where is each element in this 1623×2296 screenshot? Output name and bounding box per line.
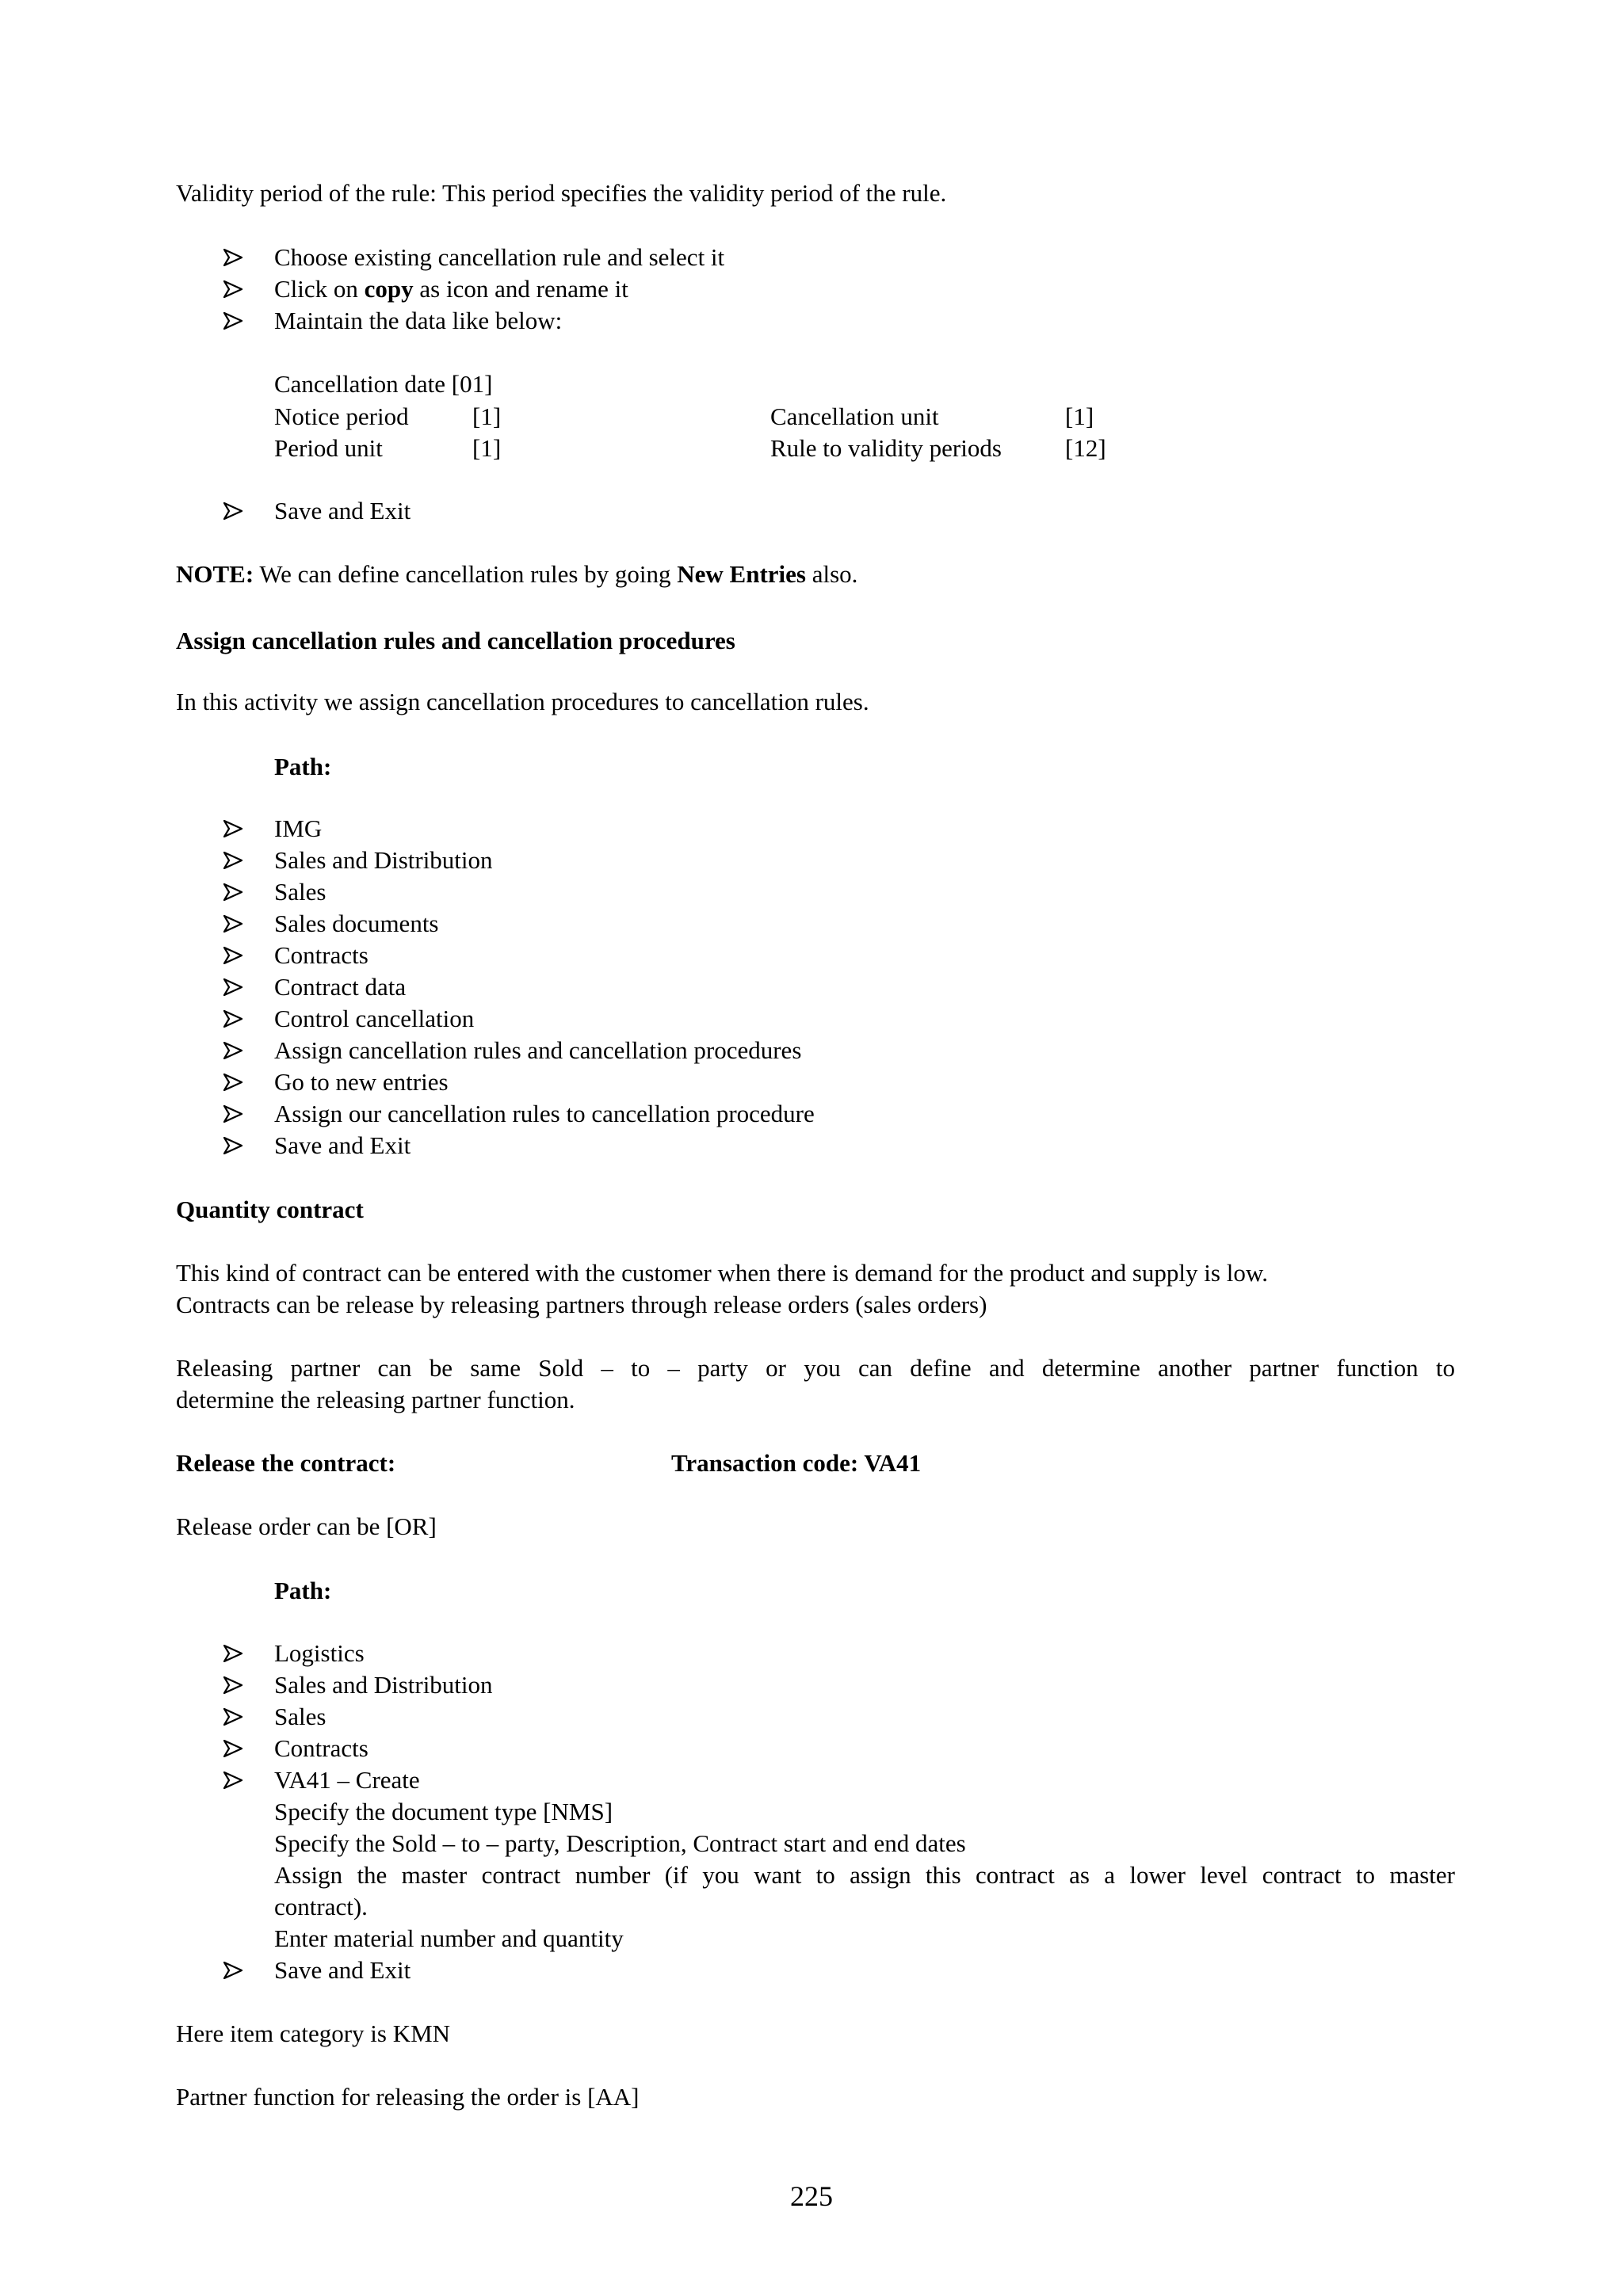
path-item: Go to new entries xyxy=(274,1068,449,1096)
arrow-bullet-icon xyxy=(223,495,247,527)
arrow-bullet-icon xyxy=(223,273,247,305)
arrow-bullet-icon xyxy=(223,242,247,273)
path-item: Sales and Distribution xyxy=(274,1671,493,1699)
path-item: Contract data xyxy=(274,973,407,1001)
quantity-para1-line2: Contracts can be release by releasing partners through release orders (sales orders) xyxy=(176,1291,987,1318)
release-contract-label: Release the contract: xyxy=(176,1449,396,1477)
arrow-bullet-icon xyxy=(223,876,247,908)
note-text: We can define cancellation rules by going xyxy=(254,560,678,588)
arrow-bullet-icon xyxy=(223,1638,247,1669)
assign-heading: Assign cancellation rules and cancellation procedures xyxy=(176,627,735,654)
sold-to-party-line: Specify the Sold – to – party, Description, Contract start and end dates xyxy=(274,1829,966,1857)
arrow-bullet-icon xyxy=(223,940,247,971)
period-unit-label: Period unit xyxy=(274,434,383,462)
path-item: Sales documents xyxy=(274,910,439,937)
rule-validity-value: [12] xyxy=(1065,434,1106,462)
arrow-bullet-icon xyxy=(223,971,247,1003)
arrow-bullet-icon xyxy=(223,1701,247,1733)
path-item: Sales xyxy=(274,1703,327,1730)
arrow-bullet-icon xyxy=(223,305,247,337)
arrow-bullet-icon xyxy=(223,908,247,940)
arrow-bullet-icon xyxy=(223,1035,247,1066)
quantity-para1-line1: This kind of contract can be entered with the customer when there is demand for the product and supply is low. xyxy=(176,1259,1268,1287)
assign-master-line2: contract). xyxy=(274,1893,368,1920)
assign-master-line1: Assign the master contract number (if you want to assign this contract as a lower level contract to master xyxy=(274,1861,1455,1889)
bullet-maintain-data: Maintain the data like below: xyxy=(274,307,563,334)
note-paragraph xyxy=(176,559,857,590)
path-item: Assign our cancellation rules to cancellation procedure xyxy=(274,1100,815,1127)
arrow-bullet-icon xyxy=(223,1130,247,1161)
note-label: NOTE: xyxy=(176,560,254,588)
note-text-end: also. xyxy=(806,560,858,588)
cancellation-unit-value: [1] xyxy=(1065,402,1094,430)
cancellation-unit-label: Cancellation unit xyxy=(770,402,939,430)
notice-period-value: [1] xyxy=(472,402,502,430)
arrow-bullet-icon xyxy=(223,1066,247,1098)
arrow-bullet-icon xyxy=(223,1098,247,1130)
period-unit-value: [1] xyxy=(472,434,502,462)
bullet-choose-rule: Choose existing cancellation rule and select it xyxy=(274,243,725,271)
note-bold: New Entries xyxy=(677,560,806,588)
path-item: Save and Exit xyxy=(274,1131,411,1159)
arrow-bullet-icon xyxy=(223,1764,247,1796)
path-item: Assign cancellation rules and cancellation procedures xyxy=(274,1036,802,1064)
arrow-bullet-icon xyxy=(223,1003,247,1035)
path-label: Path: xyxy=(274,1577,332,1604)
rule-validity-label: Rule to validity periods xyxy=(770,434,1002,462)
path-item: Sales xyxy=(274,878,327,906)
item-category-text: Here item category is KMN xyxy=(176,2019,451,2047)
path-item: VA41 – Create xyxy=(274,1766,420,1794)
cancellation-date: Cancellation date [01] xyxy=(274,370,493,398)
path-item: Sales and Distribution xyxy=(274,846,493,874)
quantity-para2-line1: Releasing partner can be same Sold – to – party or you can define and determine another partner function to xyxy=(176,1354,1455,1382)
path-label: Path: xyxy=(274,753,332,780)
copy-bold: copy xyxy=(364,275,414,303)
path-item: Control cancellation xyxy=(274,1005,475,1032)
validity-text: Validity period of the rule: This period specifies the validity period of the rule. xyxy=(176,179,947,207)
quantity-heading: Quantity contract xyxy=(176,1196,364,1223)
arrow-bullet-icon xyxy=(223,813,247,845)
path-item: Logistics xyxy=(274,1639,365,1667)
enter-material-line: Enter material number and quantity xyxy=(274,1924,624,1952)
transaction-code: Transaction code: VA41 xyxy=(671,1449,922,1477)
notice-period-label: Notice period xyxy=(274,402,409,430)
document-type-line: Specify the document type [NMS] xyxy=(274,1798,613,1825)
save-exit-item: Save and Exit xyxy=(274,1956,411,1984)
arrow-bullet-icon xyxy=(223,1669,247,1701)
partner-function-text: Partner function for releasing the order is [AA] xyxy=(176,2083,640,2111)
arrow-bullet-icon xyxy=(223,845,247,876)
page-number: 225 xyxy=(790,2180,833,2212)
bullet-click-copy xyxy=(274,273,628,305)
copy-prefix: Click on xyxy=(274,275,365,303)
release-order-text: Release order can be [OR] xyxy=(176,1512,437,1540)
bullet-save-exit: Save and Exit xyxy=(274,497,411,524)
quantity-para2-line2: determine the releasing partner function. xyxy=(176,1386,575,1413)
path-item: IMG xyxy=(274,814,323,842)
arrow-bullet-icon xyxy=(223,1955,247,1986)
path-item: Contracts xyxy=(274,1734,369,1762)
copy-suffix: as icon and rename it xyxy=(413,275,628,303)
assign-intro: In this activity we assign cancellation procedures to cancellation rules. xyxy=(176,688,869,715)
path-item: Contracts xyxy=(274,941,369,969)
arrow-bullet-icon xyxy=(223,1733,247,1764)
